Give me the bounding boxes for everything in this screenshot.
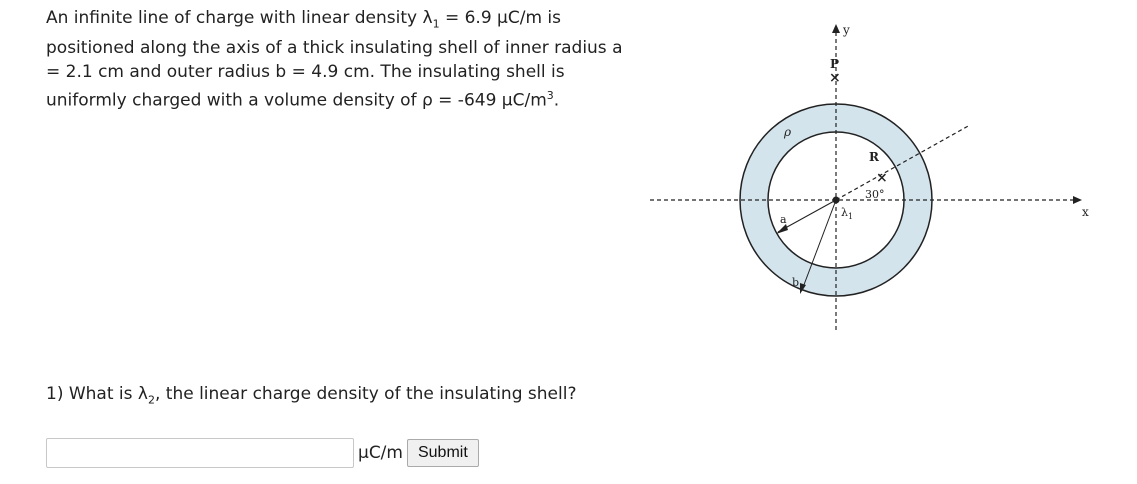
rho-label: ρ [784,125,792,139]
y-label: y [843,23,850,37]
unit-label: μC/m [358,443,403,463]
a-label: a [780,213,787,226]
p-label: P [830,57,840,71]
point-p-marker: × [829,70,841,86]
x-label: x [1082,205,1089,219]
problem-line-4 [46,84,646,113]
r-label: R [869,150,879,164]
question-text: 1) What is λ [46,384,148,404]
subscript: 2 [147,393,155,407]
question-1 [46,384,576,406]
subscript: 1 [432,17,440,31]
problem-text: uniformly charged with a volume density of ρ = -649 μC/m [46,91,547,112]
lambda-symbol: λ [841,206,848,219]
shell-diagram [640,18,1100,338]
problem-text: = 6.9 μC/m is [439,8,562,28]
x-axis-arrow [1073,196,1082,204]
problem-text: An infinite line of charge with linear density λ [46,8,433,28]
submit-button[interactable]: Submit [407,439,479,467]
answer-input[interactable] [46,438,354,468]
answer-row [46,438,479,468]
lambda-subscript: 1 [847,212,854,221]
angle-label: 30° [865,188,885,201]
problem-line-1 [46,6,646,36]
problem-statement [46,6,646,113]
question-text: , the linear charge density of the insulating shell? [154,384,577,404]
lambda-label [841,206,853,221]
problem-text: . [553,91,560,112]
problem-line-3: = 2.1 cm and outer radius b = 4.9 cm. The insulating shell is [46,62,565,83]
y-axis-arrow [832,24,840,33]
superscript: 3 [546,89,554,103]
problem-line-2: positioned along the axis of a thick insulating shell of inner radius a [46,38,623,59]
line-charge-dot [833,197,840,204]
b-label: b [792,276,800,289]
point-r-marker: × [876,170,888,186]
